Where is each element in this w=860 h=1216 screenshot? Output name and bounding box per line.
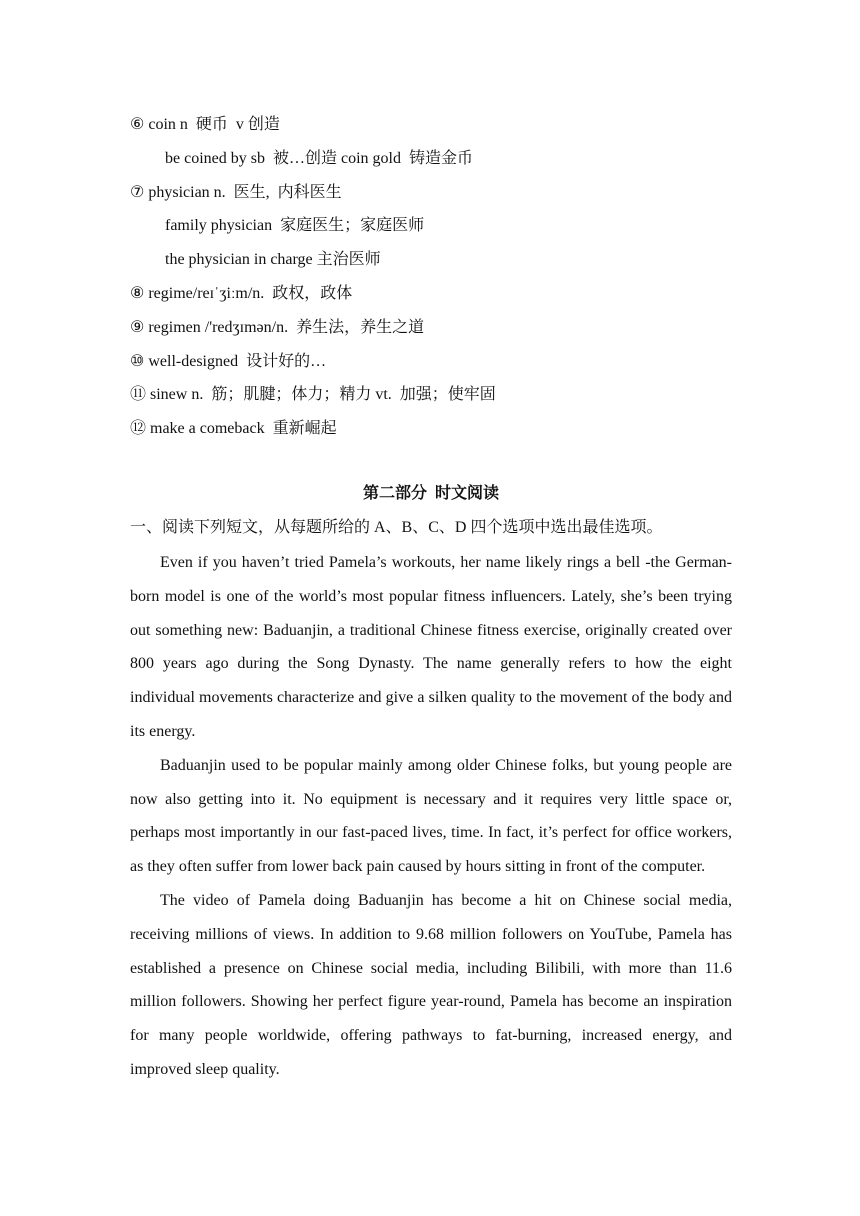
vocab-item-make-a-comeback: ⑫ make a comeback 重新崛起 [130, 420, 337, 438]
vocab-item-regimen: ⑨ regimen /'redʒɪmən/n. 养生法，养生之道 [130, 318, 425, 336]
vocab-subitem-coin: be coined by sb 被…创造 coin gold 铸造金币 [165, 149, 473, 167]
vocab-item-physician: ⑦ physician n. 医生, 内科医生 [130, 183, 342, 201]
vocabulary-list [130, 108, 740, 446]
vocab-item-regime: ⑧ regime/reɪˈʒiːm/n. 政权，政体 [130, 284, 353, 302]
vocab-item-coin: ⑥ coin n 硬币 v 创造 [130, 116, 280, 133]
reading-instruction: 一、阅读下列短文，从每题所给的 A、B、C、D 四个选项中选出最佳选项。 [130, 519, 663, 536]
vocab-item-well-designed: ⑩ well-designed 设计好的… [130, 352, 327, 370]
section-title: 第二部分 时文阅读 [362, 485, 499, 502]
vocab-subitem-physician-in-charge: the physician in charge 主治医师 [165, 251, 381, 269]
passage-paragraph-3: The video of Pamela doing Baduanjin has become a hit on Chinese social media, receiving millions of views. In addition to 9.68 million followers on YouTube, Pamela has established a presence on Chinese social media, including Bilibili, with more than 11.6 million followers. Showing her perfect figure year-round, Pamela has become an inspiration for many people worldwide, offering pathways to fat-burning, increased energy, and improved sleep quality. [130, 891, 732, 1078]
passage-paragraph-1: Even if you haven’t tried Pamela’s workouts, her name likely rings a bell -the German-born model is one of the world’s most popular fitness influencers. Lately, she’s been trying out something new: Baduanjin, a traditional Chinese fitness exercise, originally created over 800 years ago during the Song Dynasty. The name generally refers to how the eight individual movements characterize and give a silken quality to the movement of the body and its energy. [130, 554, 732, 740]
reading-passage [130, 546, 732, 1087]
passage-paragraph-2: Baduanjin used to be popular mainly among older Chinese folks, but young people are now also getting into it. No equipment is necessary and it requires very little space or, perhaps most importantly in our fast-paced lives, time. In fact, it’s perfect for office workers, as they often suffer from lower back pain caused by hours sitting in front of the computer. [130, 756, 732, 876]
vocab-item-sinew: ⑪ sinew n. 筋；肌腱；体力；精力 vt. 加强；使牢固 [130, 386, 496, 404]
vocab-subitem-family-physician: family physician 家庭医生；家庭医师 [165, 217, 425, 235]
